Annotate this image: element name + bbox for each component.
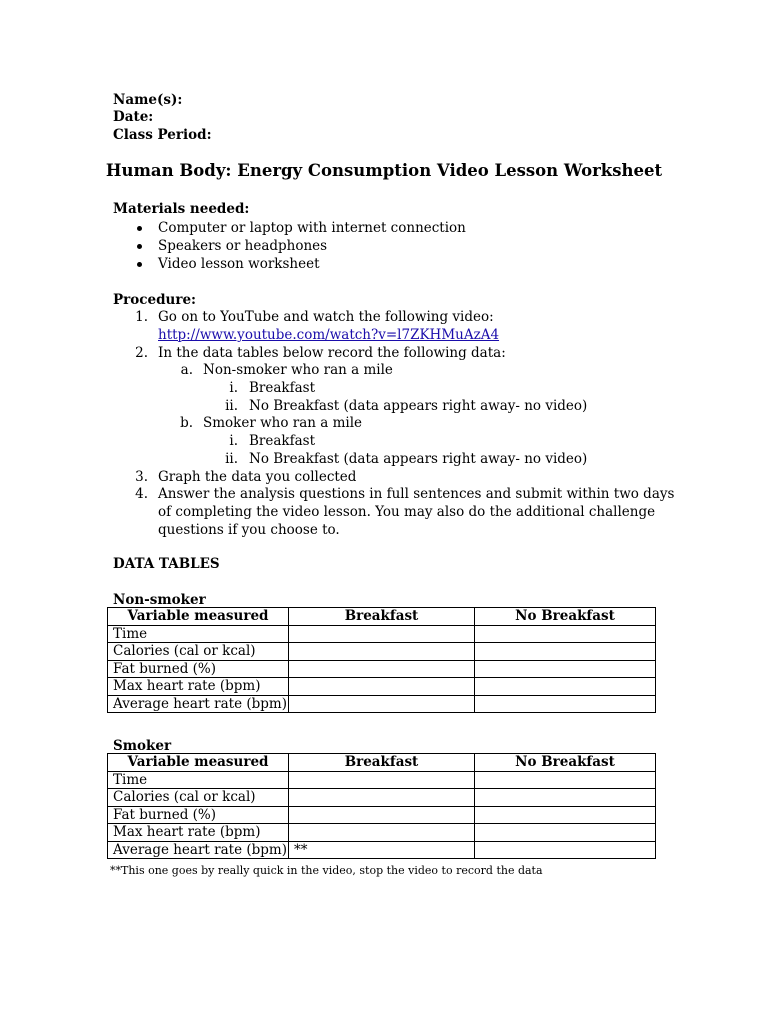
sub-substep-text: No Breakfast (data appears right away- no video) <box>249 398 588 414</box>
table-cell[interactable] <box>475 771 656 789</box>
table-cell[interactable] <box>475 678 656 696</box>
sub-substep-marker: ii. <box>225 451 238 467</box>
table-cell[interactable] <box>289 771 475 789</box>
row-label: Time <box>108 625 289 643</box>
table-cell[interactable] <box>289 643 475 661</box>
row-label: Fat burned (%) <box>108 660 289 678</box>
table-cell[interactable] <box>289 695 475 713</box>
table-row <box>108 678 656 696</box>
table-row <box>108 789 656 807</box>
smoker-table <box>107 753 656 859</box>
procedure-heading: Procedure: <box>113 292 197 308</box>
column-header: Breakfast <box>289 754 475 772</box>
step-text: questions if you choose to. <box>158 522 340 538</box>
sub-substep-text: Breakfast <box>249 433 315 449</box>
table-cell[interactable] <box>475 824 656 842</box>
table-cell[interactable] <box>475 643 656 661</box>
step-text: Go on to YouTube and watch the following video: <box>158 309 494 325</box>
table-row <box>108 806 656 824</box>
table-cell[interactable] <box>475 806 656 824</box>
table-cell-footnote-marker[interactable]: ** <box>289 841 475 859</box>
footnote: **This one goes by really quick in the video, stop the video to record the data <box>110 864 543 877</box>
non-smoker-caption: Non-smoker <box>113 592 206 608</box>
sub-substep-marker: ii. <box>225 398 238 414</box>
step-text: Answer the analysis questions in full sentences and submit within two days <box>158 486 675 502</box>
sub-substep-marker: i. <box>229 380 238 396</box>
data-tables-heading: DATA TABLES <box>113 556 220 572</box>
table-cell[interactable] <box>475 789 656 807</box>
smoker-caption: Smoker <box>113 738 172 754</box>
step-number: 1. <box>135 309 148 325</box>
table-row <box>108 625 656 643</box>
table-header-row <box>108 608 656 626</box>
row-label: Average heart rate (bpm) <box>108 841 289 859</box>
sub-substep-text: No Breakfast (data appears right away- no video) <box>249 451 588 467</box>
materials-heading: Materials needed: <box>113 201 250 217</box>
table-cell[interactable] <box>475 841 656 859</box>
table-cell[interactable] <box>289 678 475 696</box>
page-title: Human Body: Energy Consumption Video Lesson Worksheet <box>105 161 663 180</box>
row-label: Average heart rate (bpm) <box>108 695 289 713</box>
column-header: Variable measured <box>108 754 289 772</box>
table-header-row <box>108 754 656 772</box>
table-row <box>108 771 656 789</box>
step-number: 3. <box>135 469 148 485</box>
class-period-label: Class Period: <box>113 127 212 143</box>
materials-item: Speakers or headphones <box>158 238 328 254</box>
substep-text: Non-smoker who ran a mile <box>203 362 393 378</box>
table-row <box>108 660 656 678</box>
column-header: Variable measured <box>108 608 289 626</box>
step-number: 4. <box>135 486 148 502</box>
row-label: Time <box>108 771 289 789</box>
sub-substep-text: Breakfast <box>249 380 315 396</box>
table-cell[interactable] <box>289 824 475 842</box>
substep-marker: b. <box>180 415 193 431</box>
table-row <box>108 824 656 842</box>
non-smoker-table <box>107 607 656 713</box>
column-header: No Breakfast <box>475 608 656 626</box>
table-cell[interactable] <box>289 660 475 678</box>
step-number: 2. <box>135 345 148 361</box>
materials-item: Computer or laptop with internet connection <box>158 220 466 236</box>
table-cell[interactable] <box>289 625 475 643</box>
step-text: Graph the data you collected <box>158 469 357 485</box>
sub-substep-marker: i. <box>229 433 238 449</box>
substep-marker: a. <box>180 362 193 378</box>
table-cell[interactable] <box>475 695 656 713</box>
step-text: of completing the video lesson. You may also do the additional challenge <box>158 504 656 520</box>
date-label: Date: <box>113 109 154 125</box>
table-row <box>108 695 656 713</box>
table-cell[interactable] <box>289 789 475 807</box>
names-label: Name(s): <box>113 92 183 108</box>
row-label: Calories (cal or kcal) <box>108 789 289 807</box>
row-label: Max heart rate (bpm) <box>108 824 289 842</box>
row-label: Calories (cal or kcal) <box>108 643 289 661</box>
table-row <box>108 643 656 661</box>
table-row <box>108 841 656 859</box>
table-cell[interactable] <box>475 625 656 643</box>
youtube-video-link[interactable]: http://www.youtube.com/watch?v=l7ZKHMuAzA4 <box>158 327 500 343</box>
table-cell[interactable] <box>475 660 656 678</box>
video-link-line <box>158 326 499 344</box>
step-text: In the data tables below record the following data: <box>158 345 506 361</box>
row-label: Max heart rate (bpm) <box>108 678 289 696</box>
substep-text: Smoker who ran a mile <box>203 415 363 431</box>
column-header: Breakfast <box>289 608 475 626</box>
materials-item: Video lesson worksheet <box>158 256 320 272</box>
row-label: Fat burned (%) <box>108 806 289 824</box>
column-header: No Breakfast <box>475 754 656 772</box>
table-cell[interactable] <box>289 806 475 824</box>
